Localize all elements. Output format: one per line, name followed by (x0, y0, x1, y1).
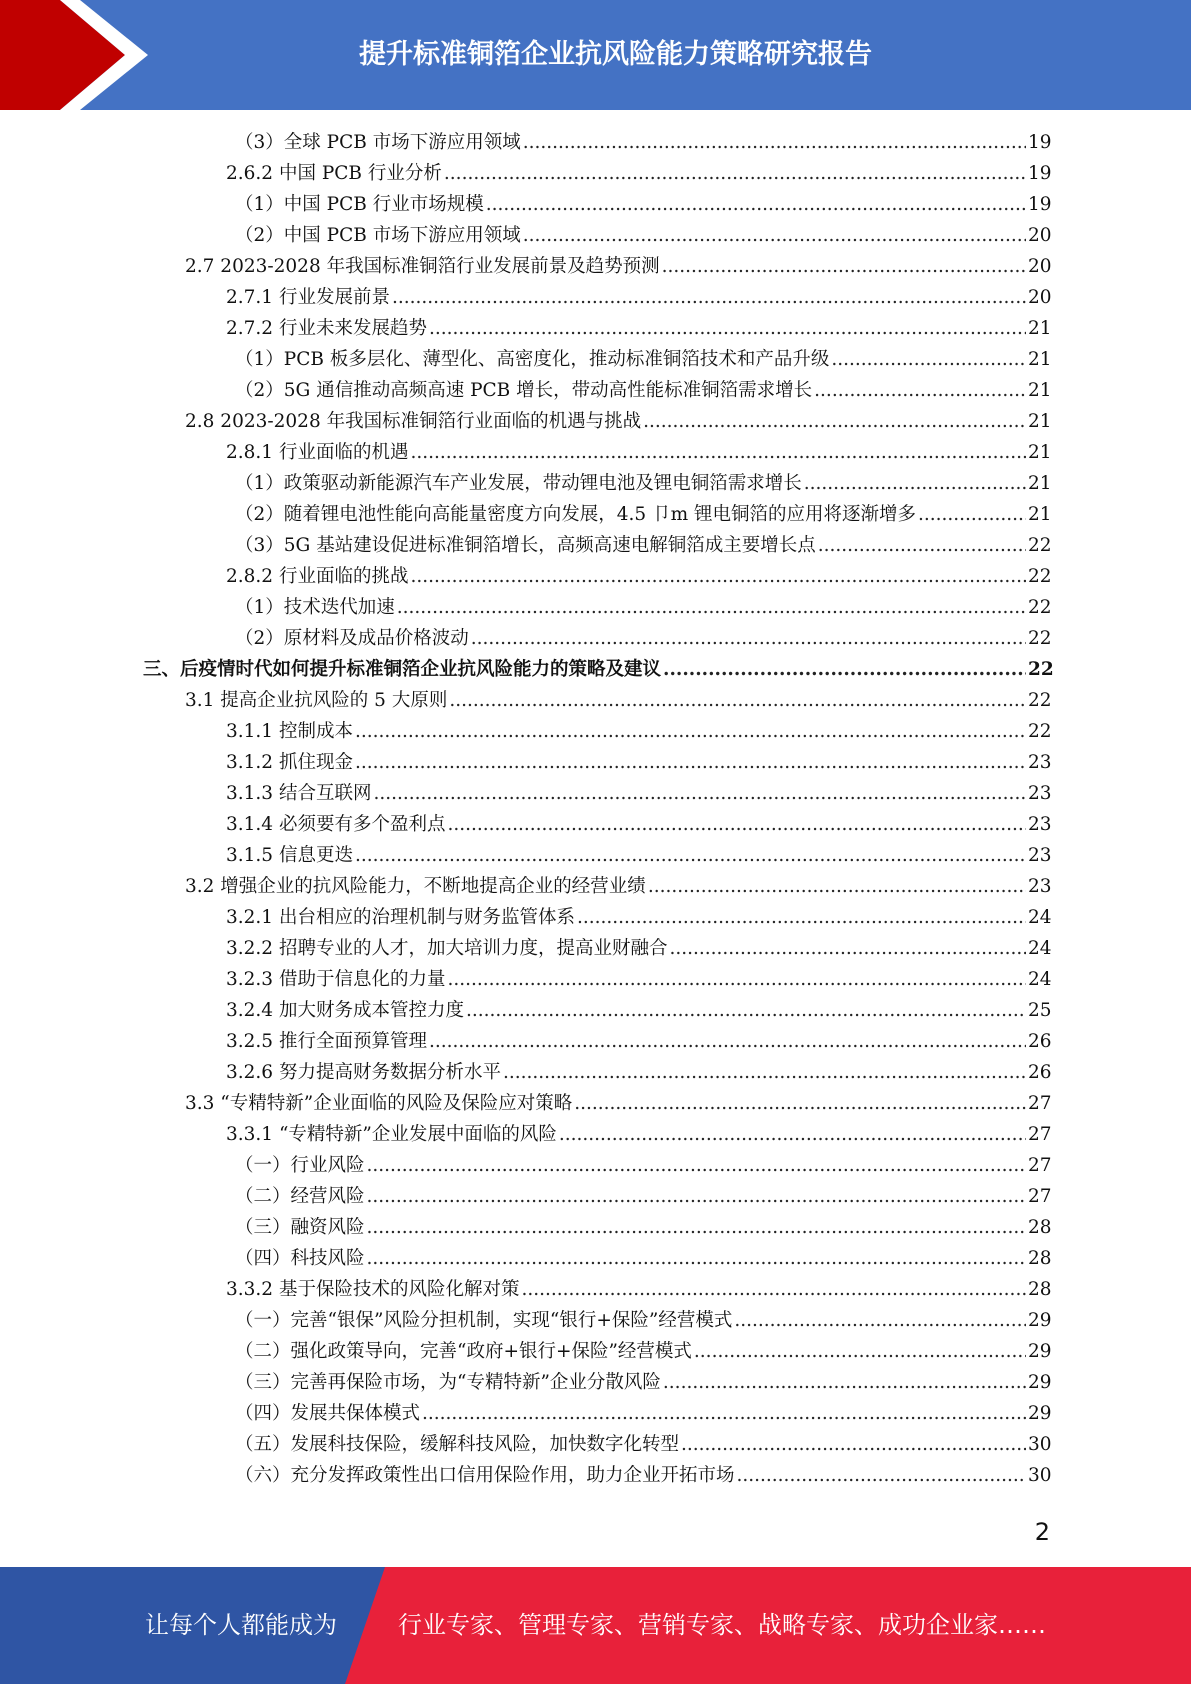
toc-entry-label: （3）5G 基站建设促进标准铜箔增长，高频高速电解铜箔成主要增长点 (235, 535, 816, 556)
toc-entry-page: 21 (1028, 504, 1052, 525)
toc-entry[interactable] (235, 1212, 1052, 1243)
toc-entry-page: 23 (1028, 876, 1052, 897)
toc-entry-page: 22 (1028, 659, 1054, 680)
toc-leader-dots (373, 778, 1026, 809)
toc-entry[interactable] (226, 964, 1052, 995)
toc-entry-label: （1）PCB 板多层化、薄型化、高密度化，推动标准铜箔技术和产品升级 (235, 349, 830, 370)
toc-leader-dots (814, 375, 1026, 406)
toc-entry-label: 3.1.2 抓住现金 (226, 752, 353, 773)
toc-entry-label: （3）全球 PCB 市场下游应用领域 (235, 132, 521, 153)
toc-leader-dots (503, 1057, 1026, 1088)
toc-leader-dots (449, 685, 1026, 716)
toc-leader-dots (559, 1119, 1026, 1150)
toc-entry-label: 2.6.2 中国 PCB 行业分析 (226, 163, 442, 184)
toc-entry-page: 28 (1028, 1248, 1052, 1269)
toc-entry-page: 20 (1028, 225, 1052, 246)
toc-entry-page: 24 (1028, 938, 1052, 959)
toc-entry-page: 23 (1028, 814, 1052, 835)
toc-entry-label: 2.7.2 行业未来发展趋势 (226, 318, 427, 339)
toc-entry[interactable] (235, 1336, 1052, 1367)
toc-entry-label: （四）科技风险 (235, 1248, 365, 1269)
toc-leader-dots (471, 623, 1026, 654)
toc-entry-label: 3.1.5 信息更迭 (226, 845, 353, 866)
toc-leader-dots (663, 1367, 1026, 1398)
toc-entry[interactable] (235, 468, 1052, 499)
toc-entry-label: 2.7.1 行业发展前景 (226, 287, 390, 308)
toc-entry-page: 19 (1028, 132, 1052, 153)
toc-entry-page: 22 (1028, 628, 1052, 649)
toc-leader-dots (367, 1150, 1026, 1181)
toc-entry-page: 21 (1028, 380, 1052, 401)
toc-entry-page: 19 (1028, 163, 1052, 184)
toc-leader-dots (410, 561, 1026, 592)
toc-entry[interactable] (235, 344, 1052, 375)
toc-leader-dots (523, 220, 1026, 251)
toc-entry-label: 3.2.1 出台相应的治理机制与财务监管体系 (226, 907, 575, 928)
toc-leader-dots (392, 282, 1026, 313)
toc-entry-page: 24 (1028, 907, 1052, 928)
toc-entry[interactable] (185, 406, 1052, 437)
footer-slogan-left: 让每个人都能成为 (145, 1611, 337, 1639)
toc-entry-label: 三、后疫情时代如何提升标准铜箔企业抗风险能力的策略及建议 (143, 659, 662, 680)
toc-leader-dots (648, 871, 1026, 902)
toc-entry-page: 30 (1028, 1434, 1052, 1455)
toc-entry[interactable] (235, 220, 1052, 251)
toc-entry[interactable] (226, 313, 1052, 344)
toc-entry-label: 3.3.1 “专精特新”企业发展中面临的风险 (226, 1124, 557, 1145)
toc-entry[interactable] (226, 747, 1052, 778)
toc-leader-dots (355, 716, 1026, 747)
footer-banner (0, 1567, 1191, 1684)
toc-leader-dots (466, 995, 1026, 1026)
toc-entry[interactable] (226, 561, 1052, 592)
toc-leader-dots (422, 1398, 1026, 1429)
toc-entry[interactable] (226, 778, 1052, 809)
toc-entry[interactable] (235, 623, 1052, 654)
toc-entry[interactable] (235, 1243, 1052, 1274)
toc-leader-dots (574, 1088, 1026, 1119)
toc-entry-label: 3.2 增强企业的抗风险能力，不断地提高企业的经营业绩 (185, 876, 646, 897)
toc-entry[interactable] (226, 902, 1052, 933)
toc-entry[interactable] (235, 1429, 1052, 1460)
toc-entry[interactable] (226, 1026, 1052, 1057)
toc-entry[interactable] (235, 1150, 1052, 1181)
toc-entry-label: （1）技术迭代加速 (235, 597, 395, 618)
toc-entry-page: 21 (1028, 411, 1052, 432)
toc-entry-page: 28 (1028, 1217, 1052, 1238)
toc-entry[interactable] (235, 1305, 1052, 1336)
toc-leader-dots (397, 592, 1026, 623)
toc-entry-page: 27 (1028, 1155, 1052, 1176)
toc-leader-dots (355, 840, 1026, 871)
toc-leader-dots (447, 809, 1026, 840)
toc-entry[interactable] (185, 1088, 1052, 1119)
toc-entry[interactable] (226, 809, 1052, 840)
toc-entry-label: 3.2.2 招聘专业的人才，加大培训力度，提高业财融合 (226, 938, 668, 959)
toc-entry[interactable] (235, 1367, 1052, 1398)
toc-leader-dots (523, 127, 1026, 158)
toc-entry-label: 3.2.5 推行全面预算管理 (226, 1031, 427, 1052)
toc-entry-label: （2）随着锂电池性能向高能量密度方向发展，4.5 卩m 锂电铜箔的应用将逐渐增多 (235, 504, 916, 525)
toc-entry-page: 22 (1028, 535, 1052, 556)
toc-leader-dots (447, 964, 1026, 995)
toc-entry[interactable] (235, 1181, 1052, 1212)
toc-leader-dots (486, 189, 1026, 220)
toc-entry-label: 3.3 “专精特新”企业面临的风险及保险应对策略 (185, 1093, 573, 1114)
red-chevron-icon (0, 0, 160, 110)
toc-entry-page: 20 (1028, 256, 1052, 277)
toc-entry-page: 28 (1028, 1279, 1052, 1300)
toc-entry[interactable] (235, 499, 1052, 530)
toc-entry-page: 29 (1028, 1310, 1052, 1331)
toc-entry-label: 3.2.4 加大财务成本管控力度 (226, 1000, 464, 1021)
toc-entry-page: 27 (1028, 1093, 1052, 1114)
toc-entry-page: 26 (1028, 1031, 1052, 1052)
toc-entry-page: 22 (1028, 690, 1052, 711)
toc-entry-label: （一）行业风险 (235, 1155, 365, 1176)
toc-entry-label: 3.2.6 努力提高财务数据分析水平 (226, 1062, 501, 1083)
toc-entry-label: 3.3.2 基于保险技术的风险化解对策 (226, 1279, 520, 1300)
toc-entry-page: 27 (1028, 1124, 1052, 1145)
toc-entry-label: （三）融资风险 (235, 1217, 365, 1238)
toc-leader-dots (669, 933, 1026, 964)
toc-entry[interactable] (226, 1274, 1052, 1305)
toc-entry-label: （2）中国 PCB 市场下游应用领域 (235, 225, 521, 246)
toc-entry-label: 2.8.1 行业面临的机遇 (226, 442, 409, 463)
toc-leader-dots (521, 1274, 1026, 1305)
toc-entry[interactable] (226, 840, 1052, 871)
toc-entry-page: 19 (1028, 194, 1052, 215)
toc-entry-page: 23 (1028, 845, 1052, 866)
toc-leader-dots (429, 313, 1026, 344)
toc-entry-label: 2.8.2 行业面临的挑战 (226, 566, 409, 587)
toc-leader-dots (804, 468, 1026, 499)
toc-leader-dots (662, 251, 1026, 282)
toc-entry-label: （三）完善再保险市场，为“专精特新”企业分散风险 (235, 1372, 661, 1393)
toc-leader-dots (663, 654, 1026, 685)
toc-entry-label: 3.1.4 必须要有多个盈利点 (226, 814, 446, 835)
toc-leader-dots (681, 1429, 1026, 1460)
toc-entry-page: 24 (1028, 969, 1052, 990)
toc-entry[interactable] (226, 1057, 1052, 1088)
toc-entry-page: 23 (1028, 752, 1052, 773)
toc-leader-dots (577, 902, 1026, 933)
toc-entry-page: 22 (1028, 721, 1052, 742)
toc-leader-dots (818, 530, 1026, 561)
toc-entry[interactable] (226, 282, 1052, 313)
toc-entry-page: 20 (1028, 287, 1052, 308)
toc-entry-page: 29 (1028, 1341, 1052, 1362)
toc-entry[interactable] (235, 592, 1052, 623)
toc-leader-dots (367, 1212, 1026, 1243)
toc-entry-label: （四）发展共保体模式 (235, 1403, 421, 1424)
toc-entry[interactable] (235, 1398, 1052, 1429)
toc-entry-label: （五）发展科技保险，缓解科技风险，加快数字化转型 (235, 1434, 680, 1455)
toc-leader-dots (355, 747, 1026, 778)
toc-entry[interactable] (226, 933, 1052, 964)
toc-leader-dots (410, 437, 1026, 468)
toc-entry-label: （二）强化政策导向，完善“政府+银行+保险”经营模式 (235, 1341, 692, 1362)
document-title: 提升标准铜箔企业抗风险能力策略研究报告 (359, 39, 872, 70)
toc-entry[interactable] (185, 871, 1052, 902)
toc-entry-page: 29 (1028, 1403, 1052, 1424)
toc-entry[interactable] (235, 127, 1052, 158)
toc-entry-page: 21 (1028, 349, 1052, 370)
toc-entry-label: （1）中国 PCB 行业市场规模 (235, 194, 484, 215)
toc-entry-label: （二）经营风险 (235, 1186, 365, 1207)
toc-entry-label: 2.7 2023-2028 年我国标准铜箔行业发展前景及趋势预测 (185, 256, 660, 277)
toc-entry[interactable] (226, 437, 1052, 468)
toc-entry[interactable] (226, 716, 1052, 747)
toc-leader-dots (694, 1336, 1026, 1367)
toc-leader-dots (367, 1243, 1026, 1274)
toc-leader-dots (367, 1181, 1026, 1212)
toc-entry[interactable] (226, 1119, 1052, 1150)
toc-leader-dots (444, 158, 1026, 189)
toc-entry[interactable] (235, 530, 1052, 561)
toc-entry-page: 30 (1028, 1465, 1052, 1486)
toc-entry[interactable] (185, 685, 1052, 716)
toc-chapter-entry[interactable] (143, 654, 1054, 685)
toc-entry-page: 21 (1028, 473, 1052, 494)
toc-entry[interactable] (235, 189, 1052, 220)
toc-entry-label: （2）原材料及成品价格波动 (235, 628, 469, 649)
toc-entry-page: 22 (1028, 597, 1052, 618)
toc-entry-page: 22 (1028, 566, 1052, 587)
toc-entry-label: 3.1 提高企业抗风险的 5 大原则 (185, 690, 448, 711)
toc-leader-dots (737, 1460, 1026, 1491)
toc-entry-page: 26 (1028, 1062, 1052, 1083)
toc-leader-dots (734, 1305, 1026, 1336)
toc-entry-label: （2）5G 通信推动高频高速 PCB 增长，带动高性能标准铜箔需求增长 (235, 380, 813, 401)
toc-entry[interactable] (226, 995, 1052, 1026)
toc-entry-page: 21 (1028, 318, 1052, 339)
toc-entry-label: 3.1.3 结合互联网 (226, 783, 372, 804)
toc-entry[interactable] (226, 158, 1052, 189)
toc-entry[interactable] (235, 375, 1052, 406)
toc-entry-page: 21 (1028, 442, 1052, 463)
toc-entry-label: （六）充分发挥政策性出口信用保险作用，助力企业开拓市场 (235, 1465, 735, 1486)
toc-entry-label: 3.2.3 借助于信息化的力量 (226, 969, 446, 990)
page-number: 2 (1034, 1518, 1050, 1546)
toc-entry[interactable] (235, 1460, 1052, 1491)
toc-entry-label: 2.8 2023-2028 年我国标准铜箔行业面临的机遇与挑战 (185, 411, 642, 432)
toc-entry-page: 27 (1028, 1186, 1052, 1207)
toc-entry-label: （1）政策驱动新能源汽车产业发展，带动锂电池及锂电铜箔需求增长 (235, 473, 802, 494)
toc-leader-dots (831, 344, 1026, 375)
toc-leader-dots (643, 406, 1026, 437)
header-banner (0, 0, 1191, 110)
toc-entry-page: 29 (1028, 1372, 1052, 1393)
toc-leader-dots (918, 499, 1026, 530)
toc-leader-dots (429, 1026, 1026, 1057)
toc-entry-page: 25 (1028, 1000, 1052, 1021)
toc-entry-page: 23 (1028, 783, 1052, 804)
toc-entry[interactable] (185, 251, 1052, 282)
footer-slogan-right: 行业专家、管理专家、营销专家、战略专家、成功企业家…… (398, 1611, 1046, 1639)
toc-entry-label: （一）完善“银保”风险分担机制，实现“银行+保险”经营模式 (235, 1310, 733, 1331)
toc-entry-label: 3.1.1 控制成本 (226, 721, 353, 742)
